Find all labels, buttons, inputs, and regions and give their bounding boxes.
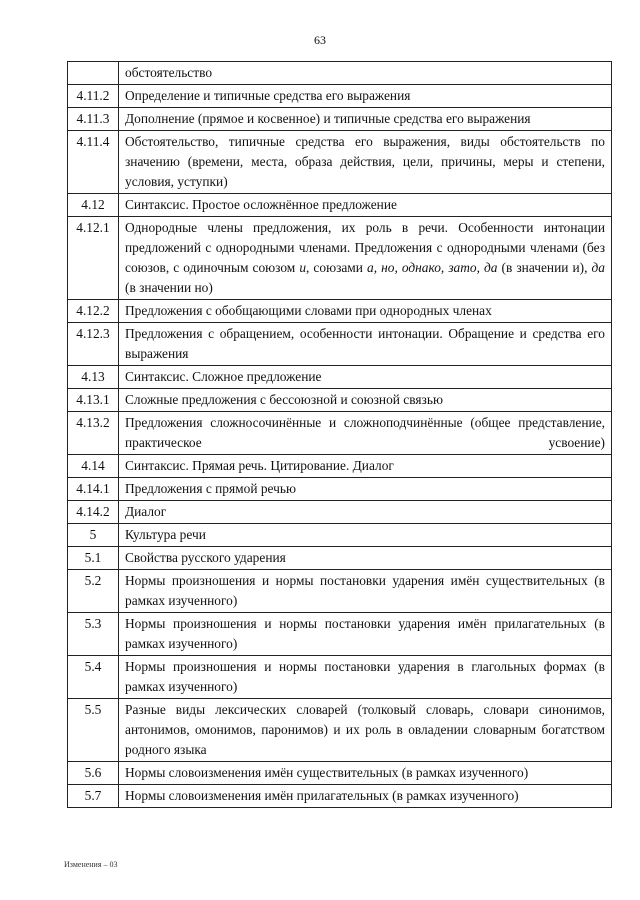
row-number: 5.1 — [68, 547, 119, 570]
row-topic: Синтаксис. Простое осложнённое предложение — [119, 194, 612, 217]
row-number: 5 — [68, 524, 119, 547]
table-row — [68, 300, 612, 323]
table-row — [68, 613, 612, 656]
row-number: 4.13.2 — [68, 412, 119, 455]
row-topic: Обстоятельство, типичные средства его выражения, виды обстоятельств по значению (времени, места, образа действия, цели, причины, меры и степени, условия, уступки) — [119, 131, 612, 194]
row-number: 4.14.1 — [68, 478, 119, 501]
row-number: 4.12.3 — [68, 323, 119, 366]
footer-revision-note: Изменения – 03 — [64, 860, 118, 869]
row-topic: Синтаксис. Прямая речь. Цитирование. Диалог — [119, 455, 612, 478]
row-number: 5.2 — [68, 570, 119, 613]
row-topic: Свойства русского ударения — [119, 547, 612, 570]
row-number: 5.3 — [68, 613, 119, 656]
table-row — [68, 412, 612, 455]
row-topic: Нормы произношения и нормы постановки ударения имён прилагательных (в рамках изученного) — [119, 613, 612, 656]
table-row — [68, 785, 612, 808]
row-topic: Определение и типичные средства его выражения — [119, 85, 612, 108]
topic-text-italic: да — [591, 260, 605, 275]
page-number: 63 — [314, 33, 326, 47]
row-number: 4.11.2 — [68, 85, 119, 108]
table-row — [68, 366, 612, 389]
row-number: 4.14.2 — [68, 501, 119, 524]
table-row — [68, 389, 612, 412]
row-number: 4.13 — [68, 366, 119, 389]
row-topic — [119, 217, 612, 300]
row-number: 4.12.2 — [68, 300, 119, 323]
row-number: 4.12 — [68, 194, 119, 217]
table-row — [68, 108, 612, 131]
table-row — [68, 323, 612, 366]
table-row — [68, 570, 612, 613]
table-row — [68, 762, 612, 785]
table-row — [68, 131, 612, 194]
row-topic: Синтаксис. Сложное предложение — [119, 366, 612, 389]
row-number: 4.13.1 — [68, 389, 119, 412]
table-row — [68, 699, 612, 762]
table-row — [68, 455, 612, 478]
topic-text-italic: и — [299, 260, 307, 275]
row-topic: Разные виды лексических словарей (толковый словарь, словари синонимов, антонимов, омонимов, паронимов) и их роль в овладении словарным богатством родного языка — [119, 699, 612, 762]
table-row — [68, 62, 612, 85]
table-row — [68, 194, 612, 217]
row-topic: обстоятельство — [119, 62, 612, 85]
row-topic: Предложения сложносочинённые и сложноподчинённые (общее представление, практическое усвоение) — [119, 412, 612, 455]
row-number: 5.7 — [68, 785, 119, 808]
row-topic: Диалог — [119, 501, 612, 524]
row-topic: Предложения с обобщающими словами при однородных членах — [119, 300, 612, 323]
topic-text: , союзами — [306, 260, 368, 275]
row-number: 4.14 — [68, 455, 119, 478]
topic-text: (в значении но) — [125, 280, 213, 295]
row-number: 4.11.4 — [68, 131, 119, 194]
table-row — [68, 217, 612, 300]
row-number: 5.4 — [68, 656, 119, 699]
row-topic: Нормы словоизменения имён существительных (в рамках изученного) — [119, 762, 612, 785]
topic-text: (в значении и), — [497, 260, 592, 275]
row-topic: Нормы произношения и нормы постановки ударения имён существительных (в рамках изученного) — [119, 570, 612, 613]
table-row — [68, 524, 612, 547]
row-topic: Нормы произношения и нормы постановки ударения в глагольных формах (в рамках изученного) — [119, 656, 612, 699]
topic-text: Однородные члены предложения, их роль в речи. Особенности интонации предложений с однородными членами. Предложения с однородными членами (без союзов, с одиночным союзом — [125, 220, 605, 275]
row-number: 4.12.1 — [68, 217, 119, 300]
table-row — [68, 478, 612, 501]
row-topic: Предложения с прямой речью — [119, 478, 612, 501]
table-row — [68, 501, 612, 524]
row-number: 4.11.3 — [68, 108, 119, 131]
row-number: 5.6 — [68, 762, 119, 785]
table-row — [68, 547, 612, 570]
row-topic: Сложные предложения с бессоюзной и союзной связью — [119, 389, 612, 412]
curriculum-table — [67, 61, 612, 808]
topic-text-italic: а, но, однако, зато, да — [367, 260, 498, 275]
row-number: 5.5 — [68, 699, 119, 762]
row-topic: Предложения с обращением, особенности интонации. Обращение и средства его выражения — [119, 323, 612, 366]
row-topic: Дополнение (прямое и косвенное) и типичные средства его выражения — [119, 108, 612, 131]
table-row — [68, 85, 612, 108]
table-row — [68, 656, 612, 699]
row-topic: Нормы словоизменения имён прилагательных (в рамках изученного) — [119, 785, 612, 808]
row-number — [68, 62, 119, 85]
row-topic: Культура речи — [119, 524, 612, 547]
